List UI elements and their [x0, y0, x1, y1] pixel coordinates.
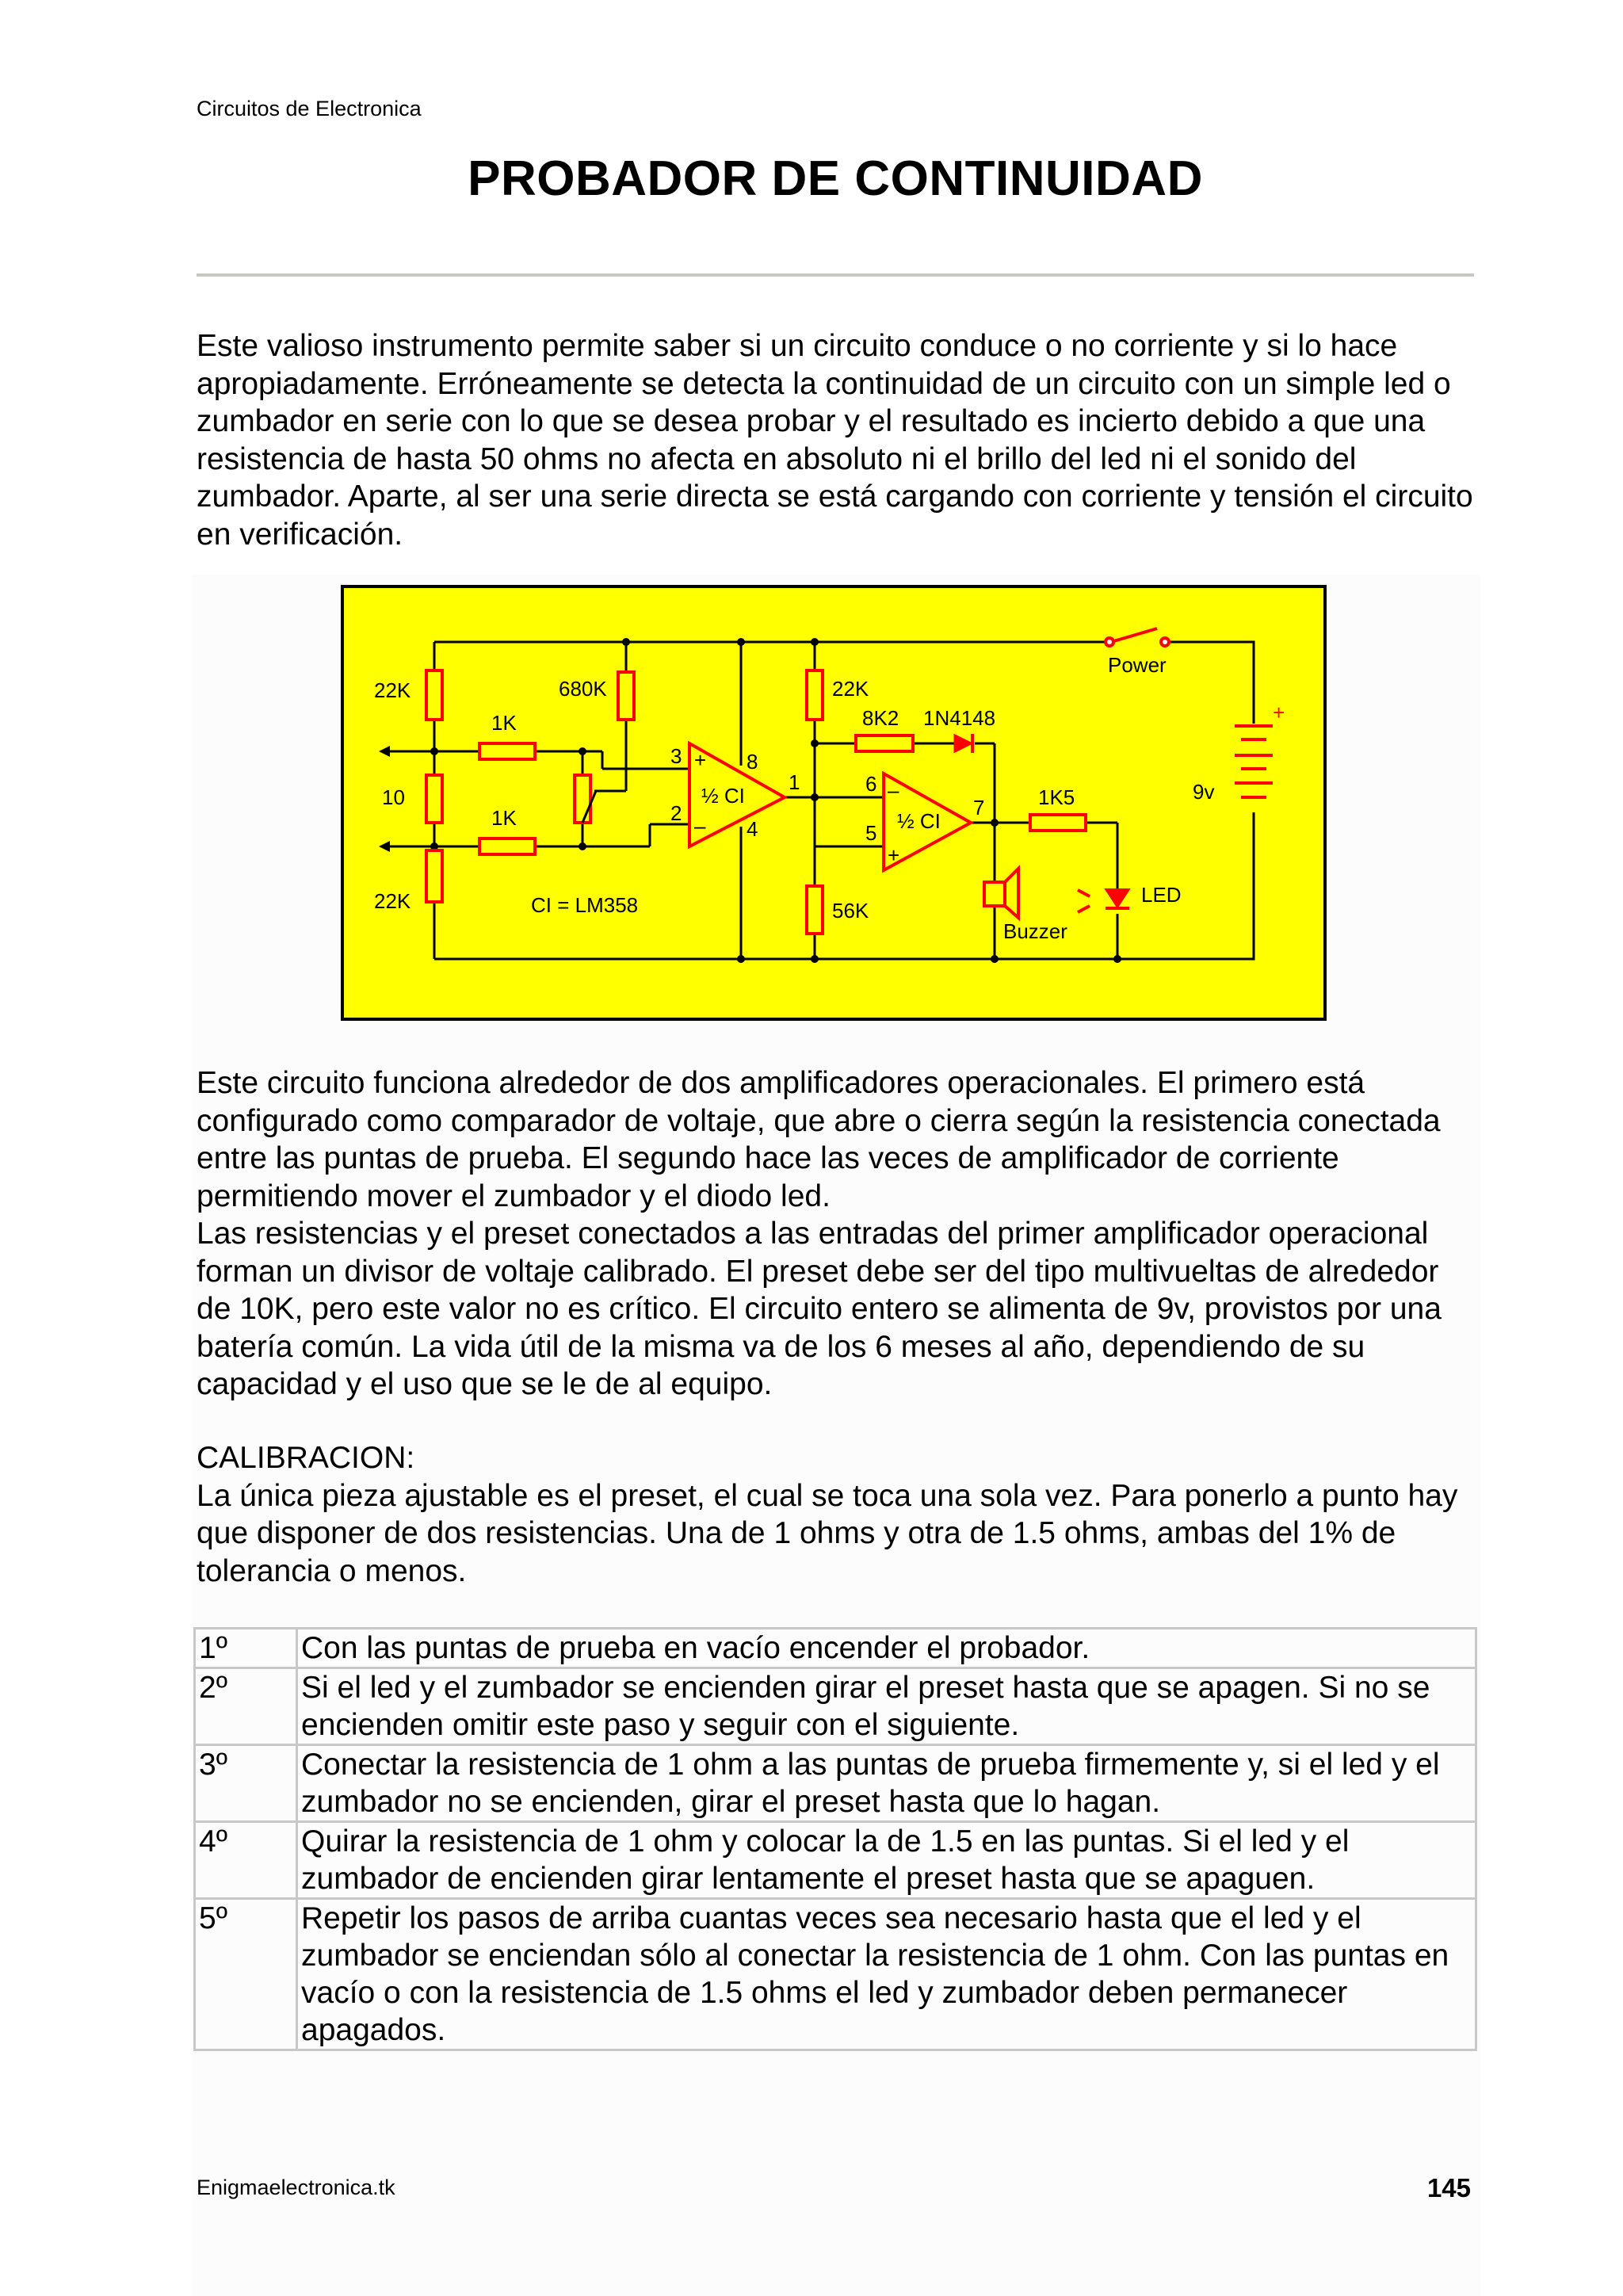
- label-pin6: 6: [865, 772, 877, 796]
- footer-site: Enigmaelectronica.tk: [197, 2176, 395, 2199]
- label-buzzer: Buzzer: [1003, 919, 1067, 943]
- step-number: 5º: [195, 1899, 297, 2050]
- label-22k-bottom: 22K: [374, 889, 411, 913]
- step-text: Quirar la resistencia de 1 ohm y colocar la de 1.5 en las puntas. Si el led y el zumbador de encienden girar lentamente el preset hasta que se apaguen.: [297, 1822, 1476, 1899]
- calibration-heading: CALIBRACION:: [197, 1441, 415, 1475]
- page-number: 145: [1426, 2173, 1471, 2202]
- body-paragraph-1: Este circuito funciona alrededor de dos amplificadores operacionales. El primero está configurado como comparador de voltaje, que abre o cierra según la resistencia conectada entre las puntas de prueba. El segundo hace las veces de amplificador de corriente permitiendo mover el zumbador y el diodo led.: [197, 1066, 1441, 1213]
- body-paragraph-2: Las resistencias y el preset conectados a las entradas del primer amplificador operacional forman un divisor de voltaje calibrado. El preset debe ser del tipo multivueltas de alrededor de 10K, pero este valor no es crítico. El circuito entero se alimenta de 9v, provistos por una batería común. La vida útil de la misma va de los 6 meses al año, dependiendo de su capacidad y el uso que se le de al equipo.: [197, 1217, 1442, 1401]
- circuit-schematic: [341, 585, 1327, 1021]
- step-number: 3º: [195, 1745, 297, 1822]
- label-op2-plus: +: [888, 843, 900, 867]
- label-pin7: 7: [973, 796, 985, 819]
- label-pin1: 1: [789, 770, 800, 794]
- table-row: [195, 1629, 1476, 1668]
- step-number: 1º: [195, 1629, 297, 1668]
- step-text: Si el led y el zumbador se encienden girar el preset hasta que se apagen. Si no se encienden omitir este paso y seguir con el siguiente.: [297, 1668, 1476, 1745]
- label-pin4: 4: [747, 817, 758, 841]
- calibration-steps-table: [193, 1627, 1477, 2051]
- label-op1-plus: +: [694, 748, 707, 772]
- label-1k-bottom: 1K: [491, 806, 517, 830]
- label-1k5: 1K5: [1038, 785, 1075, 809]
- calibration-section: [197, 1439, 1480, 1590]
- label-1k-top: 1K: [491, 711, 517, 735]
- label-op1-minus: –: [694, 814, 706, 838]
- label-22k-top: 22K: [374, 678, 411, 702]
- schematic-frame: [342, 586, 1325, 1019]
- label-ic-note: CI = LM358: [531, 893, 639, 917]
- page-title: PROBADOR DE CONTINUIDAD: [468, 151, 1203, 206]
- label-diode: 1N4148: [923, 706, 996, 730]
- label-22k-right: 22K: [832, 677, 869, 701]
- step-text: Conectar la resistencia de 1 ohm a las puntas de prueba firmemente y, si el led y el zumbador no se encienden, girar el preset hasta que lo hagan.: [297, 1745, 1476, 1822]
- step-text: Con las puntas de prueba en vacío encender el probador.: [297, 1629, 1476, 1668]
- label-pin2: 2: [670, 801, 682, 825]
- step-number: 2º: [195, 1668, 297, 1745]
- label-opamp-2: ½ CI: [897, 809, 941, 833]
- label-10: 10: [382, 785, 405, 809]
- intro-paragraph: Este valioso instrumento permite saber si un circuito conduce o no corriente y si lo hace apropiadamente. Erróneamente se detecta la continuidad de un circuito con un simple led o zumbador en serie con lo que se desea probar y el resultado es incierto debido a que una resistencia de hasta 50 ohms no afecta en absoluto ni el brillo del led ni el sonido del zumbador. Aparte, al ser una serie directa se está cargando con corriente y tensión el circuito en verificación.: [197, 329, 1473, 552]
- label-pin5: 5: [865, 821, 877, 845]
- label-56k: 56K: [832, 899, 869, 923]
- label-680k: 680K: [559, 677, 607, 701]
- body-paragraphs: [197, 1064, 1480, 1404]
- label-pin3: 3: [670, 744, 682, 768]
- label-battery: 9v: [1193, 780, 1215, 804]
- label-op2-minus: –: [888, 778, 899, 802]
- calibration-text: La única pieza ajustable es el preset, el cual se toca una sola vez. Para ponerlo a punto hay que disponer de dos resistencias. Una de 1 ohms y otra de 1.5 ohms, ambas del 1% de tolerancia o menos.: [197, 1478, 1458, 1588]
- label-opamp-1: ½ CI: [701, 784, 745, 808]
- label-led: LED: [1141, 883, 1182, 907]
- title-divider: [197, 273, 1474, 277]
- step-text: Repetir los pasos de arriba cuantas veces sea necesario hasta que el led y el zumbador se enciendan sólo al conectar la resistencia de 1 ohm. Con las puntas en vacío o con la resistencia de 1.5 ohms el led y zumbador deben permanecer apagados.: [297, 1899, 1476, 2050]
- table-row: [195, 1745, 1476, 1822]
- book-title: Circuitos de Electronica: [197, 97, 422, 120]
- label-pin8: 8: [747, 750, 758, 774]
- table-row: [195, 1899, 1476, 2050]
- table-row: [195, 1822, 1476, 1899]
- label-8k2: 8K2: [862, 706, 899, 730]
- step-number: 4º: [195, 1822, 297, 1899]
- label-battery-plus: +: [1273, 701, 1285, 724]
- label-power: Power: [1108, 653, 1167, 677]
- table-row: [195, 1668, 1476, 1745]
